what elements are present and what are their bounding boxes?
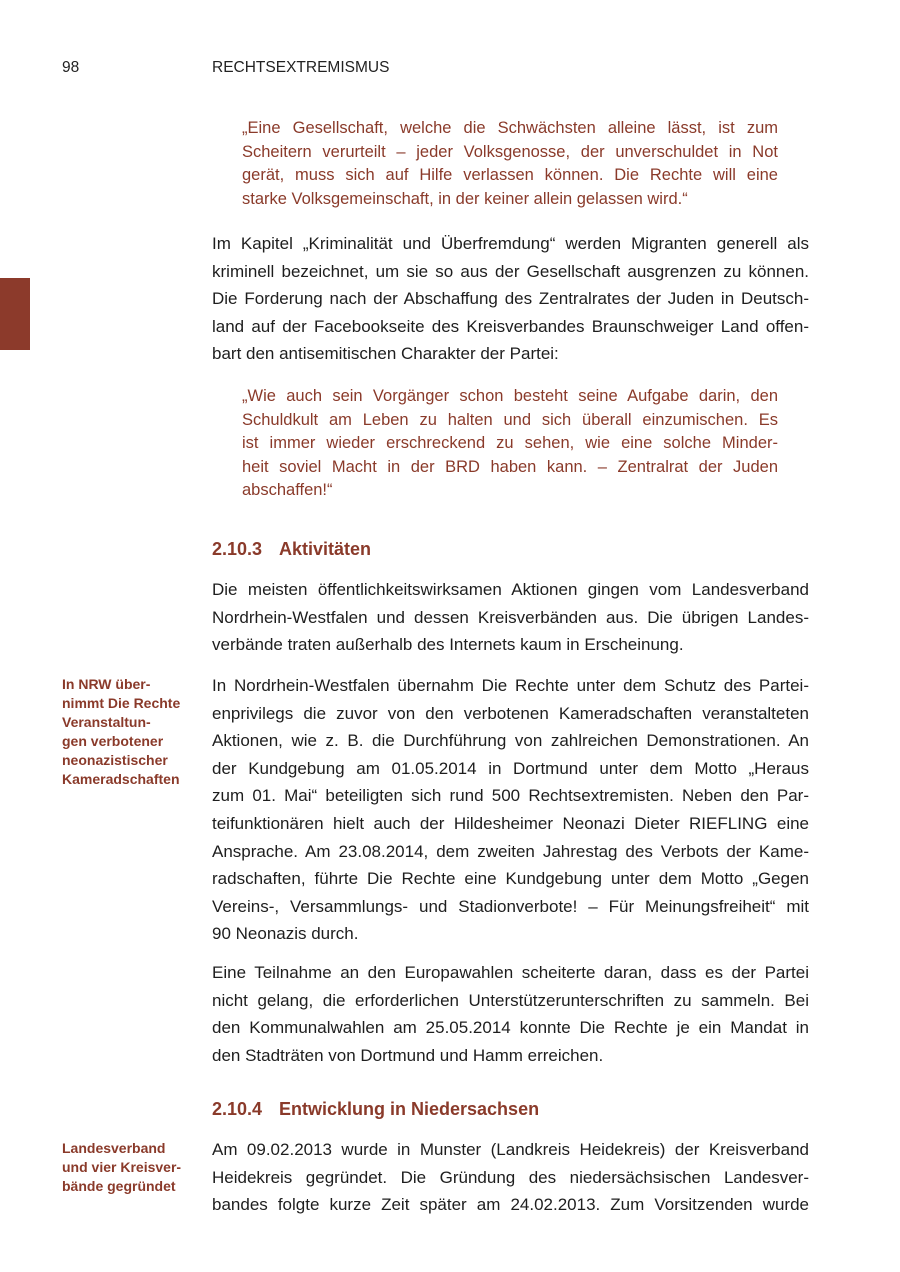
margin-note-line: nimmt Die Rechte [62,695,181,711]
paragraph-line: teifunktionären hielt auch der Hildesheimer Neonazi Dieter RIEFLING eine [212,813,809,833]
paragraph-line: Eine Teilnahme an den Europawahlen scheiterte daran, dass es der Partei [212,963,809,982]
body-paragraph [212,959,809,1069]
paragraph-line: bart den antisemitischen Charakter der Partei: [212,344,559,364]
quote-line: Schuldkult am Leben zu halten und sich überall einzumischen. Es [242,410,778,429]
quote-line: abschaffen!“ [242,481,333,499]
section-title: Entwicklung in Niedersachsen [279,1099,540,1119]
paragraph-line: kriminell bezeichnet, um sie so aus der Gesellschaft ausgrenzen zu können. [212,261,809,281]
margin-note-line: bände gegründet [62,1178,176,1194]
paragraph-line: enprivilegs die zuvor von den verbotenen Kameradschaften veranstalteten [212,703,809,723]
body-paragraph [212,576,809,659]
margin-note-line: und vier Kreisver- [62,1159,182,1175]
quote-line: gerät, muss sich auf Hilfe verlassen können. Die Rechte will eine [242,166,778,184]
paragraph-line: Ansprache. Am 23.08.2014, dem zweiten Jahrestag des Verbots der Kame- [212,841,809,861]
paragraph-line: Heidekreis gegründet. Die Gründung des niedersächsischen Landesver- [212,1167,809,1187]
page-number: 98 [62,59,80,76]
running-title: RECHTSEXTREMISMUS [212,59,390,76]
quote-line: Scheitern verurteilt – jeder Volksgenosse, der unverschuldet in Not [242,142,778,161]
paragraph-line: Die meisten öffentlichkeitswirksamen Aktionen gingen vom Landesverband [212,580,809,599]
paragraph-line: Am 09.02.2013 wurde in Munster (Landkreis Heidekreis) der Kreisverband [212,1140,809,1159]
margin-note-line: In NRW über- [62,676,151,692]
quote-block [242,385,778,503]
paragraph-line: In Nordrhein-Westfalen übernahm Die Rechte unter dem Schutz des Partei- [212,676,809,695]
margin-note-line: Landesverband [62,1140,166,1156]
paragraph-line: 90 Neonazis durch. [212,924,359,944]
margin-note-line: neonazistischer [62,752,168,768]
paragraph-line: Aktionen, wie z. B. die Durchführung von zahlreichen Demonstrationen. An [212,731,809,751]
paragraph-line: den Kommunalwahlen am 25.05.2014 konnte Die Rechte je ein Mandat in [212,1018,809,1038]
paragraph-line: bandes folgte kurze Zeit später am 24.02.2013. Zum Vorsitzenden wurde [212,1195,809,1215]
paragraph-line: den Stadträten von Dortmund und Hamm erreichen. [212,1045,604,1065]
margin-note [62,1139,192,1196]
quote-line: starke Volksgemeinschaft, in der keiner allein gelassen wird.“ [242,189,688,208]
margin-note-line: gen verbotener [62,733,164,749]
quote-line: ist immer wieder erschreckend zu sehen, wie eine solche Minder- [242,434,778,452]
quote-line: heit soviel Macht in der BRD haben kann. – Zentralrat der Juden [242,457,778,476]
section-heading [212,1097,809,1121]
quote-block [242,117,778,211]
paragraph-line: Nordrhein-Westfalen und dessen Kreisverbänden aus. Die übrigen Landes- [212,607,809,627]
paragraph-line: der Kundgebung am 01.05.2014 in Dortmund unter dem Motto „Heraus [212,758,809,778]
margin-note-line: Veranstaltun- [62,714,151,730]
quote-line: „Eine Gesellschaft, welche die Schwächsten alleine lässt, ist zum [242,119,778,137]
chapter-side-tab [0,278,30,350]
margin-note [62,675,192,789]
paragraph-line: nicht gelang, die erforderlichen Unterstützerunterschriften zu sammeln. Bei [212,990,809,1010]
paragraph-line: land auf der Facebookseite des Kreisverbandes Braunschweiger Land offen- [212,316,809,336]
section-title: Aktivitäten [279,539,372,559]
paragraph-line: Vereins-, Versammlungs- und Stadionverbote! – Für Meinungsfreiheit“ mit [212,896,809,916]
margin-note-line: Kameradschaften [62,771,180,787]
paragraph-line: radschaften, führte Die Rechte eine Kundgebung unter dem Motto „Gegen [212,869,809,889]
body-paragraph [212,672,809,948]
quote-line: „Wie auch sein Vorgänger schon besteht seine Aufgabe darin, den [242,387,778,405]
section-number: 2.10.3 [212,539,263,559]
paragraph-line: Die Forderung nach der Abschaffung des Zentralrates der Juden in Deutsch- [212,289,809,309]
section-heading [212,537,809,561]
paragraph-line: verbände traten außerhalb des Internets kaum in Erscheinung. [212,635,684,655]
paragraph-line: zum 01. Mai“ beteiligten sich rund 500 Rechtsextremisten. Neben den Par- [212,786,809,806]
paragraph-line: Im Kapitel „Kriminalität und Überfremdung“ werden Migranten generell als [212,234,809,253]
body-paragraph [212,1136,809,1219]
body-paragraph [212,230,809,368]
section-number: 2.10.4 [212,1099,263,1119]
